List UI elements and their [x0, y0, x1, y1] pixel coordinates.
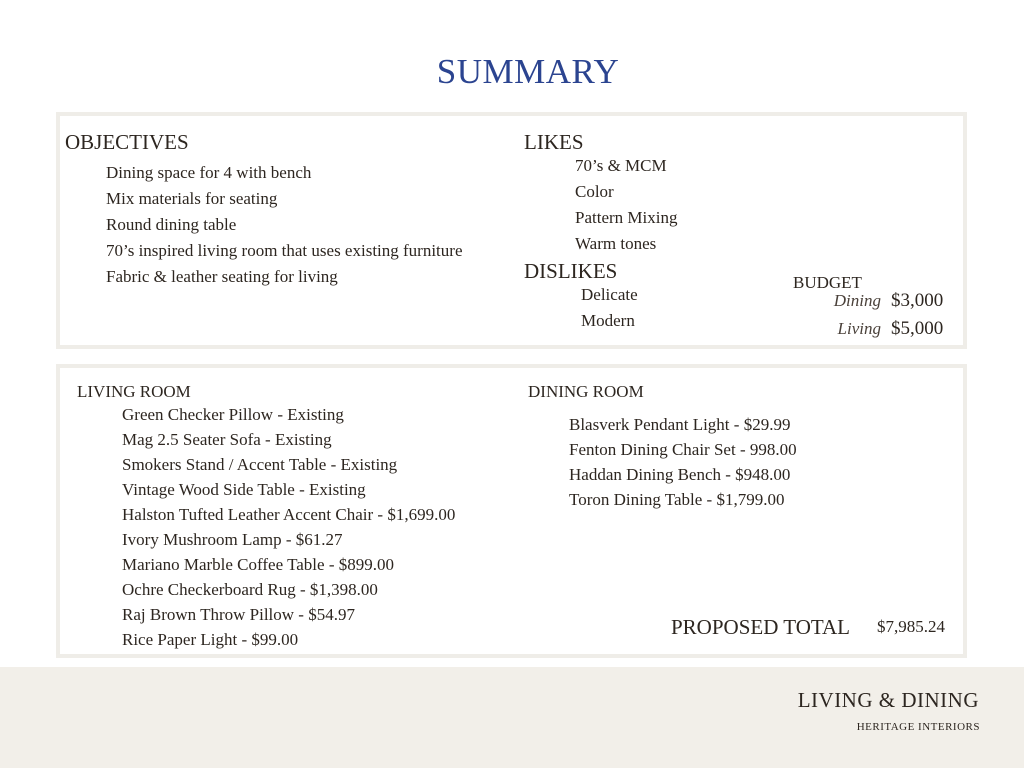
- like-item: Warm tones: [575, 234, 657, 253]
- dislikes-list: [581, 282, 638, 334]
- like-item: Pattern Mixing: [575, 208, 678, 227]
- like-item: Color: [575, 182, 614, 201]
- objective-item: Fabric & leather seating for living: [106, 267, 338, 286]
- dining-room-item: Haddan Dining Bench - $948.00: [569, 465, 791, 484]
- budget-row-dining: [811, 290, 943, 312]
- likes-heading: LIKES: [524, 130, 584, 154]
- footer-title: LIVING & DINING: [797, 688, 979, 712]
- proposed-total-value: $7,985.24: [877, 617, 945, 636]
- budget-row-living: [811, 318, 943, 340]
- living-room-item: Raj Brown Throw Pillow - $54.97: [122, 605, 355, 624]
- budget-value: $5,000: [891, 318, 944, 339]
- budget-heading: BUDGET: [793, 273, 862, 292]
- footer: [0, 667, 1024, 768]
- living-room-item: Mariano Marble Coffee Table - $899.00: [122, 555, 394, 574]
- dining-room-item: Blasverk Pendant Light - $29.99: [569, 415, 791, 434]
- dining-room-item: Fenton Dining Chair Set - 998.00: [569, 440, 797, 459]
- like-item: 70’s & MCM: [575, 156, 667, 175]
- living-room-item: Halston Tufted Leather Accent Chair - $1,699.00: [122, 505, 456, 524]
- likes-list: [575, 153, 677, 257]
- budget-label: Living: [837, 319, 881, 338]
- dislike-item: Delicate: [581, 285, 638, 304]
- summary-panel: [56, 112, 967, 349]
- rooms-panel: [56, 364, 967, 658]
- budget-value: $3,000: [891, 290, 944, 311]
- objective-item: Mix materials for seating: [106, 189, 278, 208]
- living-room-list: [122, 402, 455, 652]
- living-room-item: Rice Paper Light - $99.00: [122, 630, 299, 649]
- living-room-item: Smokers Stand / Accent Table - Existing: [122, 455, 398, 474]
- dining-room-item: Toron Dining Table - $1,799.00: [569, 490, 785, 509]
- living-room-item: Vintage Wood Side Table - Existing: [122, 480, 366, 499]
- dislike-item: Modern: [581, 311, 635, 330]
- objectives-list: [106, 160, 463, 290]
- objective-item: Round dining table: [106, 215, 237, 234]
- page-title: SUMMARY: [436, 52, 620, 91]
- dislikes-heading: DISLIKES: [524, 259, 618, 283]
- living-room-item: Mag 2.5 Seater Sofa - Existing: [122, 430, 332, 449]
- living-room-item: Green Checker Pillow - Existing: [122, 405, 344, 424]
- objectives-heading: OBJECTIVES: [65, 130, 189, 154]
- objective-item: Dining space for 4 with bench: [106, 163, 312, 182]
- dining-room-list: [569, 412, 797, 512]
- dining-room-heading: DINING ROOM: [528, 382, 644, 401]
- living-room-heading: LIVING ROOM: [77, 382, 191, 401]
- footer-subtitle: HERITAGE INTERIORS: [856, 721, 980, 733]
- objective-item: 70’s inspired living room that uses existing furniture: [106, 241, 463, 260]
- living-room-item: Ivory Mushroom Lamp - $61.27: [122, 530, 343, 549]
- living-room-item: Ochre Checkerboard Rug - $1,398.00: [122, 580, 378, 599]
- proposed-total-label: PROPOSED TOTAL: [671, 615, 850, 639]
- budget-label: Dining: [833, 291, 881, 310]
